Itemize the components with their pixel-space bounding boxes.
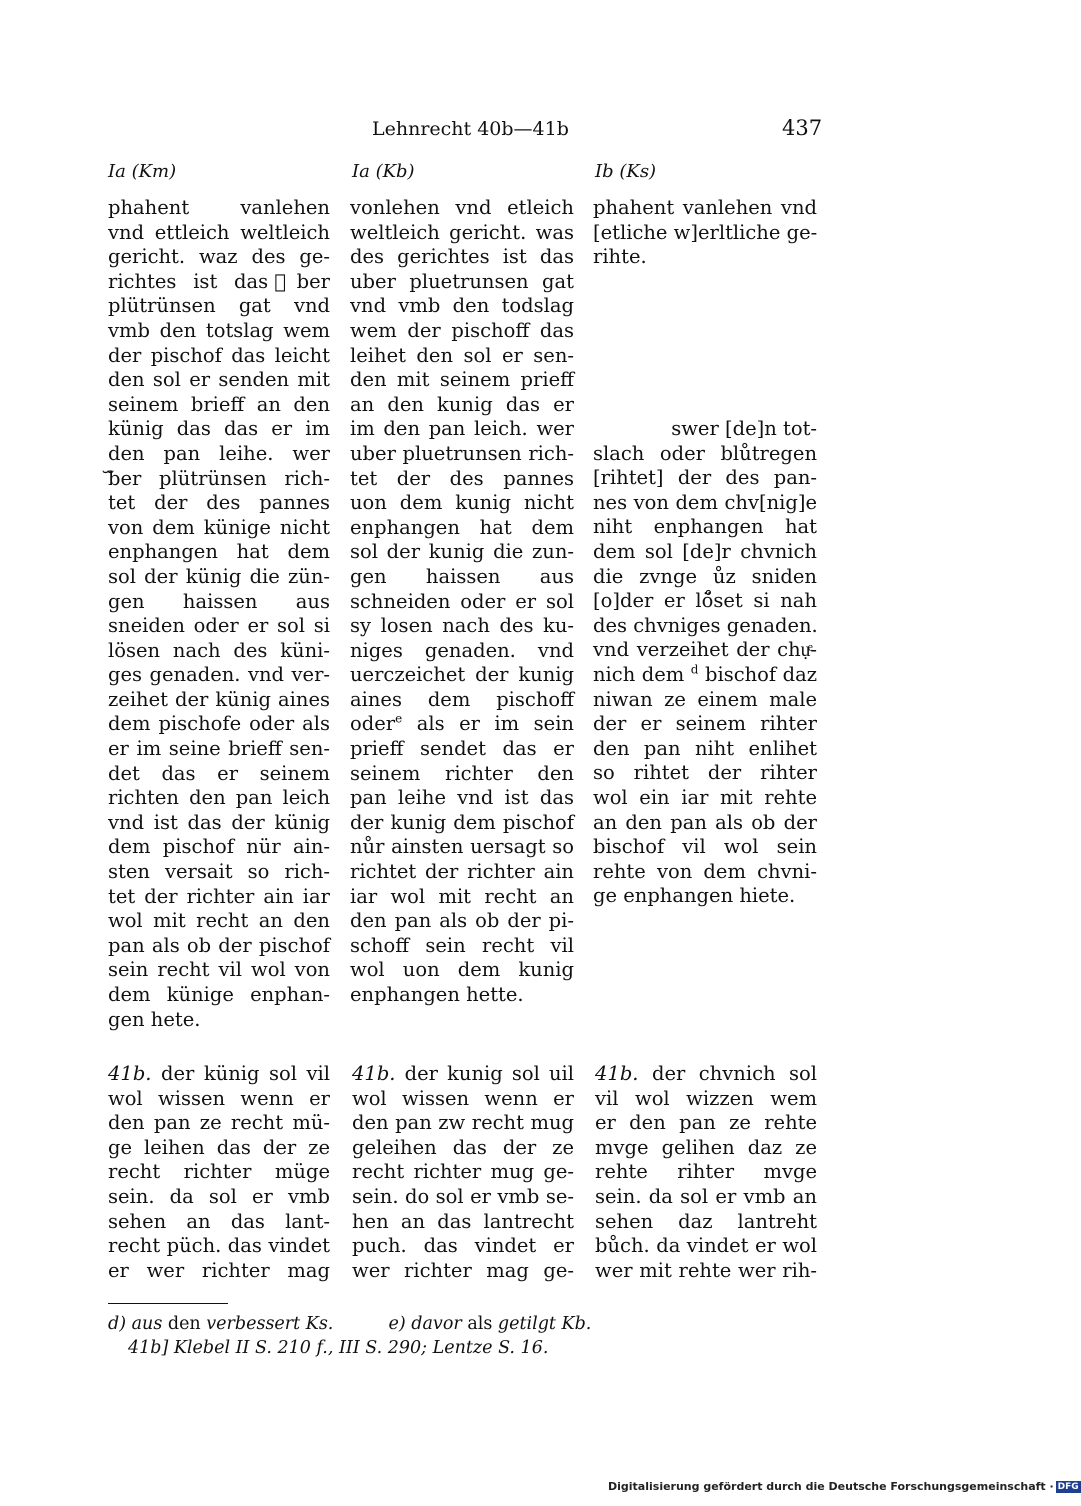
text-line: sein recht vil wol von bbox=[108, 958, 330, 982]
text-line: an den pan als ob der bbox=[593, 810, 817, 834]
footnote-mark-d: d bbox=[690, 662, 699, 677]
text-line: sehen daz lantreht bbox=[595, 1209, 817, 1233]
footnote-mark-e: e bbox=[395, 711, 403, 726]
text-line: aines dem pischoff bbox=[350, 687, 574, 711]
text-line: vnd verzeihet der chụͤ- bbox=[593, 638, 817, 662]
text-line: weltleich gericht. was bbox=[350, 220, 574, 244]
text-line: recht richter mug ge- bbox=[352, 1160, 574, 1184]
text-line: [etliche w]erltliche ge- bbox=[593, 220, 818, 244]
text-line: uerczeichet der kunig bbox=[350, 663, 574, 687]
text-column-ks-top bbox=[593, 196, 817, 270]
text-line: an den kunig das er bbox=[350, 392, 574, 416]
text-line: sneiden oder er sol si bbox=[108, 614, 330, 638]
text-line: sein. da sol er vmb bbox=[108, 1184, 330, 1208]
text-line: det das er seinem bbox=[108, 761, 330, 785]
text-line: bůch. da vindet er wol bbox=[595, 1234, 817, 1258]
text-line: enphangen hat dem bbox=[108, 540, 330, 564]
text-line: richtes ist das ᷓber bbox=[108, 269, 330, 293]
paragraph-number: 41b. bbox=[108, 1062, 152, 1085]
text-line: vmb den totslag wem bbox=[108, 318, 330, 342]
text-line: sol der künig die zün- bbox=[108, 564, 330, 588]
dfg-logo: DFG bbox=[1057, 1482, 1079, 1492]
text-line: prieff sendet das er bbox=[350, 737, 574, 761]
footnote-rule bbox=[108, 1303, 228, 1304]
text-line: wol mit recht an den bbox=[108, 909, 330, 933]
text-line: vnd vmb den todslag bbox=[350, 294, 574, 318]
text-line: recht richter müge bbox=[108, 1160, 330, 1184]
text-line: tet der richter ain iar bbox=[108, 884, 330, 908]
text-line: phahent vanlehen vnd bbox=[593, 196, 817, 219]
text-line: dem sol [de]r chvnich bbox=[593, 539, 817, 563]
text-line: schneiden oder er sol bbox=[350, 589, 574, 613]
text-line: 41b. der kunig sol uil bbox=[352, 1062, 574, 1085]
text-line: den pan als ob der pi- bbox=[350, 909, 574, 933]
text-line: die zvnge ůz sniden bbox=[593, 564, 817, 588]
text-line: wem der pischoff das bbox=[350, 318, 574, 342]
text-line: rihte. bbox=[593, 245, 647, 269]
text-line: zeihet der künig aines bbox=[108, 687, 330, 711]
text-line: sol der kunig die zun- bbox=[350, 540, 574, 564]
text-line: tet der des pannes bbox=[350, 466, 574, 490]
text-line: des chvniges genaden. bbox=[593, 613, 818, 637]
text-line: dem pischof nür ain- bbox=[108, 835, 330, 859]
text-line: rehte rihter mvge bbox=[595, 1160, 817, 1184]
text-line: der pischof das leicht bbox=[108, 343, 330, 367]
text-line: oder$^e$ als er im sein bbox=[350, 711, 574, 736]
text-line: enphangen hette. bbox=[350, 983, 524, 1006]
text-line: er den pan ze rehte bbox=[595, 1111, 817, 1135]
text-line: [rihtet] der des pan- bbox=[593, 466, 817, 490]
text-line: slach oder blůtregen bbox=[593, 441, 817, 465]
text-line: wol uon dem kunig bbox=[350, 958, 574, 982]
text-line: den sol er senden mit bbox=[108, 368, 330, 392]
text-line: gen hete. bbox=[108, 1007, 201, 1031]
text-line: plütrünsen gat vnd bbox=[108, 294, 330, 318]
text-line: wol wissen wenn er bbox=[352, 1086, 574, 1110]
column-label-kb: Ia (Kb) bbox=[352, 161, 415, 182]
text-line: enphangen hat dem bbox=[350, 515, 574, 539]
text-line: den pan ze recht mü- bbox=[108, 1111, 330, 1135]
footnote-line-1 bbox=[108, 1314, 591, 1334]
text-line: schoff sein recht vil bbox=[350, 933, 574, 957]
text-line: wol ein iar mit rehte bbox=[593, 785, 817, 809]
text-line: künig das das er im bbox=[108, 417, 330, 441]
text-line: nůr ainsten uersagt so bbox=[350, 835, 574, 859]
text-line: 41b. der künig sol vil bbox=[108, 1062, 330, 1085]
text-line: dem künige enphan- bbox=[108, 983, 330, 1006]
text-line: im den pan leich. wer bbox=[350, 417, 574, 441]
footnote-e: e) davor als getilgt Kb. bbox=[388, 1314, 592, 1334]
text-line: gen haissen aus bbox=[108, 589, 330, 613]
text-line: den mit seinem prieff bbox=[350, 368, 574, 392]
text-line: ges genaden. vnd ver- bbox=[108, 663, 330, 687]
text-line: sein. do sol er vmb se- bbox=[352, 1184, 574, 1208]
text-line: uber pluetrunsen gat bbox=[350, 269, 574, 293]
text-line: sehen an das lant- bbox=[108, 1209, 330, 1233]
text-column-ks-bottom bbox=[593, 417, 817, 909]
text-line: gericht. waz des ge- bbox=[108, 245, 330, 269]
text-line: tet der des pannes bbox=[108, 491, 330, 515]
text-line: richten den pan leich bbox=[108, 786, 330, 810]
text-line: sein. da sol er vmb an bbox=[595, 1184, 817, 1208]
text-line: vonlehen vnd etleich bbox=[350, 196, 574, 219]
text-line: sy losen nach des ku- bbox=[350, 614, 574, 638]
text-line: niht enphangen hat bbox=[593, 515, 817, 539]
text-line: niwan ze einem male bbox=[593, 687, 817, 711]
page-number: 437 bbox=[782, 116, 823, 140]
text-line: phahent vanlehen bbox=[108, 196, 330, 219]
text-line: des gerichtes ist das bbox=[350, 245, 574, 269]
footnote-d: d) aus den verbessert Ks. bbox=[108, 1314, 334, 1334]
text-line: [o]der er lö̊set si nah bbox=[593, 589, 817, 613]
text-line: er im seine brieff sen- bbox=[108, 737, 330, 761]
text-line: seinem richter den bbox=[350, 761, 574, 785]
text-line: swer [de]n tot- bbox=[671, 417, 817, 440]
text-line: hen an das lantrecht bbox=[352, 1209, 574, 1233]
text-line: nich dem $^d$ bischof daz bbox=[593, 662, 818, 686]
text-line: dem pischofe oder als bbox=[108, 712, 330, 736]
text-line: pan als ob der pischof bbox=[108, 933, 330, 957]
text-line: von dem künige nicht bbox=[108, 515, 330, 539]
text-line: gen haissen aus bbox=[350, 564, 574, 588]
text-line: pan leihe vnd ist das bbox=[350, 786, 574, 810]
running-title: Lehnrecht 40b—41b bbox=[372, 118, 569, 140]
text-line: leihet den sol er sen- bbox=[350, 343, 574, 367]
text-line: ge leihen das der ze bbox=[108, 1135, 330, 1159]
text-line: wer richter mag ge- bbox=[352, 1258, 574, 1282]
text-line: niges genaden. vnd bbox=[350, 638, 574, 662]
section-41b-kb bbox=[352, 1062, 574, 1283]
text-line: puch. das vindet er bbox=[352, 1234, 574, 1258]
text-column-kb bbox=[350, 196, 574, 1008]
section-41b-ks bbox=[595, 1062, 817, 1283]
text-line: ge enphangen hiete. bbox=[593, 884, 796, 908]
text-line: rehte von dem chvni- bbox=[593, 859, 817, 883]
section-41b-km bbox=[108, 1062, 330, 1283]
text-line: uber pluetrunsen rich- bbox=[350, 441, 574, 465]
text-line: iar wol mit recht an bbox=[350, 884, 574, 908]
text-line: den pan leihe. wer bbox=[108, 441, 330, 465]
text-line: 41b. der chvnich sol bbox=[595, 1062, 817, 1085]
text-line: geleihen das der ze bbox=[352, 1135, 574, 1159]
text-line: der kunig dem pischof bbox=[350, 810, 574, 834]
text-line: den pan niht enlihet bbox=[593, 736, 817, 760]
text-line: wol wissen wenn er bbox=[108, 1086, 330, 1110]
column-label-km: Ia (Km) bbox=[108, 161, 177, 182]
text-line: recht püch. das vindet bbox=[108, 1234, 330, 1258]
text-line: vnd ist das der künig bbox=[108, 810, 330, 834]
paragraph-number: 41b. bbox=[595, 1062, 639, 1085]
text-line: bischof vil wol sein bbox=[593, 835, 817, 859]
text-line: vnd ettleich weltleich bbox=[108, 220, 330, 244]
text-line: nes von dem chv[nig]e bbox=[593, 490, 817, 514]
footnote-line-2: 41b] Klebel II S. 210 f., III S. 290; Lentze S. 16. bbox=[128, 1338, 549, 1358]
text-line: so rihtet der rihter bbox=[593, 761, 817, 785]
text-line: sten versait so rich- bbox=[108, 860, 330, 884]
text-line: den pan zw recht mug bbox=[352, 1111, 574, 1135]
text-line: ᷓber plütrünsen rich- bbox=[108, 466, 330, 490]
text-line: der er seinem rihter bbox=[593, 712, 817, 736]
text-line: er wer richter mag bbox=[108, 1258, 330, 1282]
text-line: vil wol wizzen wem bbox=[595, 1086, 817, 1110]
text-line: uon dem kunig nicht bbox=[350, 491, 574, 515]
text-line: mvge gelihen daz ze bbox=[595, 1135, 817, 1159]
text-line: wer mit rehte wer rih- bbox=[595, 1258, 817, 1282]
column-label-ks: Ib (Ks) bbox=[595, 161, 657, 182]
text-column-km bbox=[108, 196, 330, 1032]
text-line: seinem brieff an den bbox=[108, 392, 330, 416]
text-line: lösen nach des küni- bbox=[108, 638, 330, 662]
paragraph-number: 41b. bbox=[352, 1062, 396, 1085]
digitization-credit: Digitalisierung gefördert durch die Deutsche Forschungsgemeinschaft · DFG bbox=[608, 1480, 1079, 1493]
text-line: richtet der richter ain bbox=[350, 860, 574, 884]
